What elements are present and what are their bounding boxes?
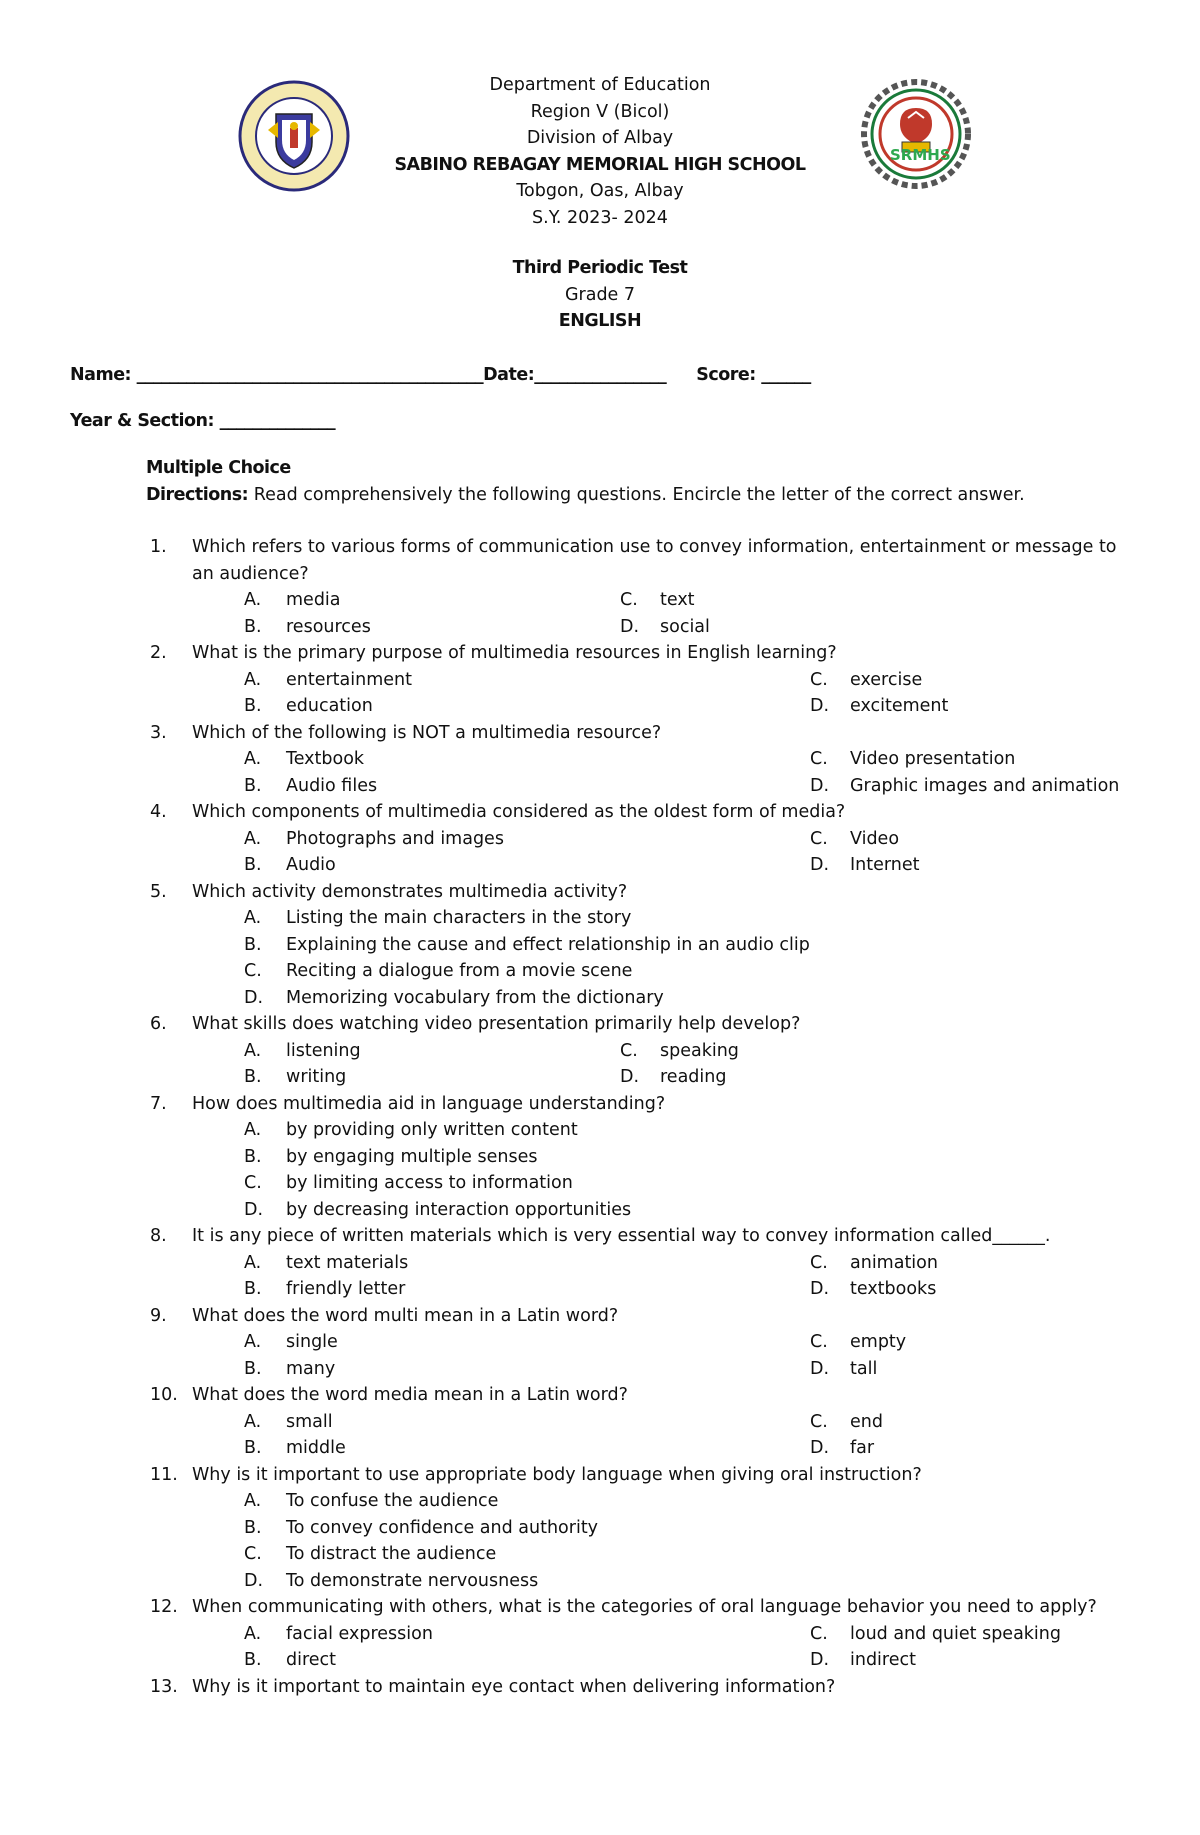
option-text-b[interactable]: Audio	[286, 855, 336, 875]
question-text: Which of the following is NOT a multimedia resource?	[192, 722, 662, 743]
option-letter-b[interactable]: B.	[244, 1067, 262, 1087]
option-letter-c[interactable]: C.	[620, 1040, 638, 1061]
option-row	[150, 1488, 1150, 1515]
option-text-b[interactable]: friendly letter	[286, 1279, 406, 1299]
option-text-c[interactable]: animation	[850, 1252, 938, 1273]
option-row	[150, 693, 1150, 720]
option-text-b[interactable]: resources	[286, 616, 371, 637]
option-row	[150, 905, 1150, 932]
option-letter-b[interactable]: B.	[244, 855, 262, 875]
question-number: 13.	[150, 1676, 178, 1697]
option-letter-c[interactable]: C.	[244, 1173, 262, 1193]
question-number: 8.	[150, 1226, 167, 1246]
header-school: SABINO REBAGAY MEMORIAL HIGH SCHOOL	[394, 154, 806, 175]
option-text-d[interactable]: Graphic images and animation	[850, 775, 1120, 796]
header-division: Division of Albay	[526, 128, 674, 148]
option-letter-d[interactable]: D.	[244, 1570, 264, 1591]
option-text-b[interactable]: writing	[286, 1067, 347, 1087]
header-department: Department of Education	[489, 75, 711, 95]
option-text-b[interactable]: direct	[286, 1650, 337, 1670]
option-text-a[interactable]: text materials	[286, 1252, 409, 1273]
option-text-d[interactable]: reading	[660, 1067, 727, 1087]
option-letter-d[interactable]: D.	[810, 855, 830, 875]
option-row	[150, 826, 1150, 853]
option-text-a[interactable]: Photographs and images	[286, 828, 504, 849]
test-title-block	[0, 255, 1200, 335]
option-letter-c[interactable]: C.	[244, 961, 262, 981]
question-item	[150, 1382, 1150, 1462]
question-item	[150, 1303, 1150, 1383]
option-text-a[interactable]: entertainment	[286, 669, 412, 690]
option-letter-b[interactable]: B.	[244, 696, 262, 716]
header-region: Region V (Bicol)	[530, 101, 670, 122]
option-letter-a[interactable]: A.	[244, 1120, 262, 1140]
question-text: It is any piece of written materials which is very essential way to convey information called______.	[192, 1226, 1051, 1246]
section-heading	[146, 455, 1146, 508]
option-letter-a[interactable]: A.	[244, 1252, 262, 1273]
option-row	[150, 1064, 1150, 1091]
option-row	[150, 1515, 1150, 1542]
option-text-a[interactable]: Textbook	[286, 749, 365, 769]
option-text-d[interactable]: by decreasing interaction opportunities	[286, 1199, 632, 1220]
test-title: Third Periodic Test	[512, 258, 688, 278]
option-letter-a[interactable]: A.	[244, 1623, 262, 1644]
question-number: 11.	[150, 1464, 178, 1485]
option-text-c[interactable]: loud and quiet speaking	[850, 1623, 1061, 1644]
section-label: Multiple Choice	[146, 458, 291, 478]
option-letter-d[interactable]: D.	[810, 1279, 830, 1299]
option-letter-c[interactable]: C.	[810, 1252, 828, 1273]
option-letter-a[interactable]: A.	[244, 1411, 262, 1432]
option-row	[150, 1568, 1150, 1595]
school-seal-text: SRMHS	[890, 146, 951, 164]
option-row	[150, 852, 1150, 879]
question-text: Which activity demonstrates multimedia activity?	[192, 881, 628, 902]
question-text: Why is it important to maintain eye contact when delivering information?	[192, 1676, 836, 1697]
question-item	[150, 720, 1150, 800]
question-number: 2.	[150, 643, 167, 663]
option-letter-d[interactable]: D.	[810, 1358, 830, 1379]
question-number: 1.	[150, 537, 167, 557]
option-text-d[interactable]: far	[850, 1438, 875, 1458]
option-letter-b[interactable]: B.	[244, 1358, 262, 1379]
header-school-year: S.Y. 2023- 2024	[532, 207, 668, 228]
directions-text: Read comprehensively the following questions. Encircle the letter of the correct answer.	[248, 484, 1025, 505]
option-text-b[interactable]: Audio files	[286, 775, 378, 796]
option-row	[150, 1117, 1150, 1144]
directions-label: Directions:	[146, 484, 249, 505]
question-number: 10.	[150, 1385, 178, 1405]
option-letter-b[interactable]: B.	[244, 1279, 262, 1299]
question-number: 3.	[150, 722, 167, 743]
option-text-b[interactable]: by engaging multiple senses	[286, 1146, 538, 1167]
option-letter-b[interactable]: B.	[244, 1517, 262, 1538]
option-letter-b[interactable]: B.	[244, 934, 262, 955]
option-text-c[interactable]: Video	[850, 828, 900, 849]
option-row	[150, 1276, 1150, 1303]
option-row	[150, 1621, 1150, 1648]
question-item	[150, 1594, 1150, 1674]
question-number: 7.	[150, 1093, 167, 1114]
option-letter-b[interactable]: B.	[244, 1650, 262, 1670]
question-text: What does the word multi mean in a Latin word?	[192, 1305, 619, 1326]
score-field[interactable]: Score: ______	[696, 365, 811, 385]
option-text-d[interactable]: textbooks	[850, 1279, 937, 1299]
option-letter-d[interactable]: D.	[810, 1438, 830, 1458]
option-letter-c[interactable]: C.	[810, 1623, 828, 1644]
option-text-c[interactable]: by limiting access to information	[286, 1173, 573, 1193]
option-text-c[interactable]: text	[660, 590, 695, 610]
option-text-a[interactable]: facial expression	[286, 1623, 433, 1644]
name-date-field[interactable]: Name: __________________________________________Date:________________	[70, 365, 667, 385]
option-text-a[interactable]: single	[286, 1332, 338, 1352]
option-text-d[interactable]: Memorizing vocabulary from the dictionary	[286, 987, 664, 1008]
option-text-d[interactable]: Internet	[850, 855, 920, 875]
option-text-b[interactable]: many	[286, 1358, 336, 1379]
question-number: 6.	[150, 1014, 167, 1034]
option-letter-c[interactable]: C.	[810, 1411, 828, 1432]
question-number: 12.	[150, 1597, 178, 1617]
option-letter-b[interactable]: B.	[244, 1438, 262, 1458]
question-text: Which components of multimedia considered as the oldest form of media?	[192, 802, 846, 822]
option-text-c[interactable]: Reciting a dialogue from a movie scene	[286, 961, 633, 981]
option-letter-d[interactable]: D.	[244, 987, 264, 1008]
option-row	[150, 587, 1150, 614]
option-text-d[interactable]: social	[660, 616, 710, 637]
option-row	[150, 1170, 1150, 1197]
option-letter-c[interactable]: C.	[810, 1332, 828, 1352]
option-text-a[interactable]: To confuse the audience	[286, 1491, 499, 1511]
option-letter-c[interactable]: C.	[620, 590, 638, 610]
option-text-b[interactable]: Explaining the cause and effect relationship in an audio clip	[286, 934, 810, 955]
option-row	[150, 1647, 1150, 1674]
option-row	[150, 932, 1150, 959]
option-letter-d[interactable]: D.	[244, 1199, 264, 1220]
option-row	[150, 1329, 1150, 1356]
option-letter-b[interactable]: B.	[244, 775, 262, 796]
option-text-c[interactable]: To distract the audience	[286, 1544, 497, 1564]
option-row	[150, 1250, 1150, 1277]
question-item	[150, 1223, 1150, 1303]
option-letter-d[interactable]: D.	[620, 1067, 640, 1087]
question-text: Which refers to various forms of communication use to convey information, entertainment or message to	[192, 537, 1117, 557]
option-letter-c[interactable]: C.	[244, 1544, 262, 1564]
option-letter-d[interactable]: D.	[810, 775, 830, 796]
question-text: What does the word media mean in a Latin word?	[192, 1385, 628, 1405]
question-list	[150, 534, 1150, 1700]
option-letter-c[interactable]: C.	[810, 669, 828, 690]
option-letter-c[interactable]: C.	[810, 828, 828, 849]
option-row	[150, 1356, 1150, 1383]
directions	[146, 482, 1146, 509]
student-info-fields	[70, 362, 1150, 454]
option-text-d[interactable]: To demonstrate nervousness	[286, 1570, 539, 1591]
option-row	[150, 1197, 1150, 1224]
question-item	[150, 1091, 1150, 1224]
option-text-d[interactable]: indirect	[850, 1650, 916, 1670]
option-row	[150, 1038, 1150, 1065]
question-number: 5.	[150, 881, 167, 902]
option-text-a[interactable]: listening	[286, 1040, 361, 1061]
option-text-c[interactable]: empty	[850, 1332, 907, 1352]
option-row	[150, 1541, 1150, 1568]
question-number: 4.	[150, 802, 167, 822]
subject-title: ENGLISH	[558, 311, 642, 331]
option-letter-a[interactable]: A.	[244, 908, 262, 928]
option-letter-a[interactable]: A.	[244, 669, 262, 690]
option-text-c[interactable]: end	[850, 1411, 883, 1432]
option-letter-a[interactable]: A.	[244, 749, 262, 769]
question-item	[150, 1674, 1150, 1701]
option-letter-a[interactable]: A.	[244, 1332, 262, 1352]
option-row	[150, 773, 1150, 800]
question-text: When communicating with others, what is the categories of oral language behavior you need to apply?	[192, 1597, 1097, 1617]
option-text-b[interactable]: To convey confidence and authority	[286, 1517, 599, 1538]
question-item	[150, 640, 1150, 720]
question-text: Why is it important to use appropriate body language when giving oral instruction?	[192, 1464, 922, 1485]
option-row	[150, 614, 1150, 641]
question-text-continued: an audience?	[192, 563, 309, 584]
question-text: What is the primary purpose of multimedia resources in English learning?	[192, 643, 837, 663]
grade-level: Grade 7	[564, 284, 636, 305]
option-letter-b[interactable]: B.	[244, 616, 262, 637]
option-letter-a[interactable]: A.	[244, 828, 262, 849]
option-letter-d[interactable]: D.	[620, 616, 640, 637]
option-row	[150, 1409, 1150, 1436]
option-row	[150, 1144, 1150, 1171]
question-item	[150, 879, 1150, 1012]
option-text-d[interactable]: tall	[850, 1358, 878, 1379]
option-text-a[interactable]: by providing only written content	[286, 1120, 578, 1140]
option-letter-a[interactable]: A.	[244, 590, 262, 610]
option-text-c[interactable]: speaking	[660, 1040, 739, 1061]
option-letter-d[interactable]: D.	[810, 1650, 830, 1670]
option-letter-c[interactable]: C.	[810, 749, 828, 769]
question-number: 9.	[150, 1305, 167, 1326]
option-text-a[interactable]: small	[286, 1411, 333, 1432]
option-row	[150, 667, 1150, 694]
question-item	[150, 799, 1150, 879]
question-item	[150, 1462, 1150, 1595]
option-text-c[interactable]: exercise	[850, 669, 923, 690]
option-text-a[interactable]: Listing the main characters in the story	[286, 908, 632, 928]
option-letter-d[interactable]: D.	[810, 696, 830, 716]
question-item	[150, 534, 1150, 640]
option-text-b[interactable]: middle	[286, 1438, 346, 1458]
option-text-b[interactable]: education	[286, 696, 373, 716]
option-text-a[interactable]: media	[286, 590, 341, 610]
option-text-c[interactable]: Video presentation	[850, 749, 1016, 769]
option-row	[150, 1435, 1150, 1462]
option-letter-a[interactable]: A.	[244, 1040, 262, 1061]
document-header	[0, 72, 1200, 231]
option-letter-a[interactable]: A.	[244, 1491, 262, 1511]
question-text: How does multimedia aid in language understanding?	[192, 1093, 666, 1114]
question-item	[150, 1011, 1150, 1091]
year-section-field[interactable]: Year & Section: ______________	[70, 411, 336, 431]
option-letter-b[interactable]: B.	[244, 1146, 262, 1167]
option-row	[150, 985, 1150, 1012]
option-row	[150, 746, 1150, 773]
question-text: What skills does watching video presentation primarily help develop?	[192, 1014, 801, 1034]
option-row	[150, 958, 1150, 985]
header-address: Tobgon, Oas, Albay	[516, 181, 684, 201]
option-text-d[interactable]: excitement	[850, 696, 949, 716]
